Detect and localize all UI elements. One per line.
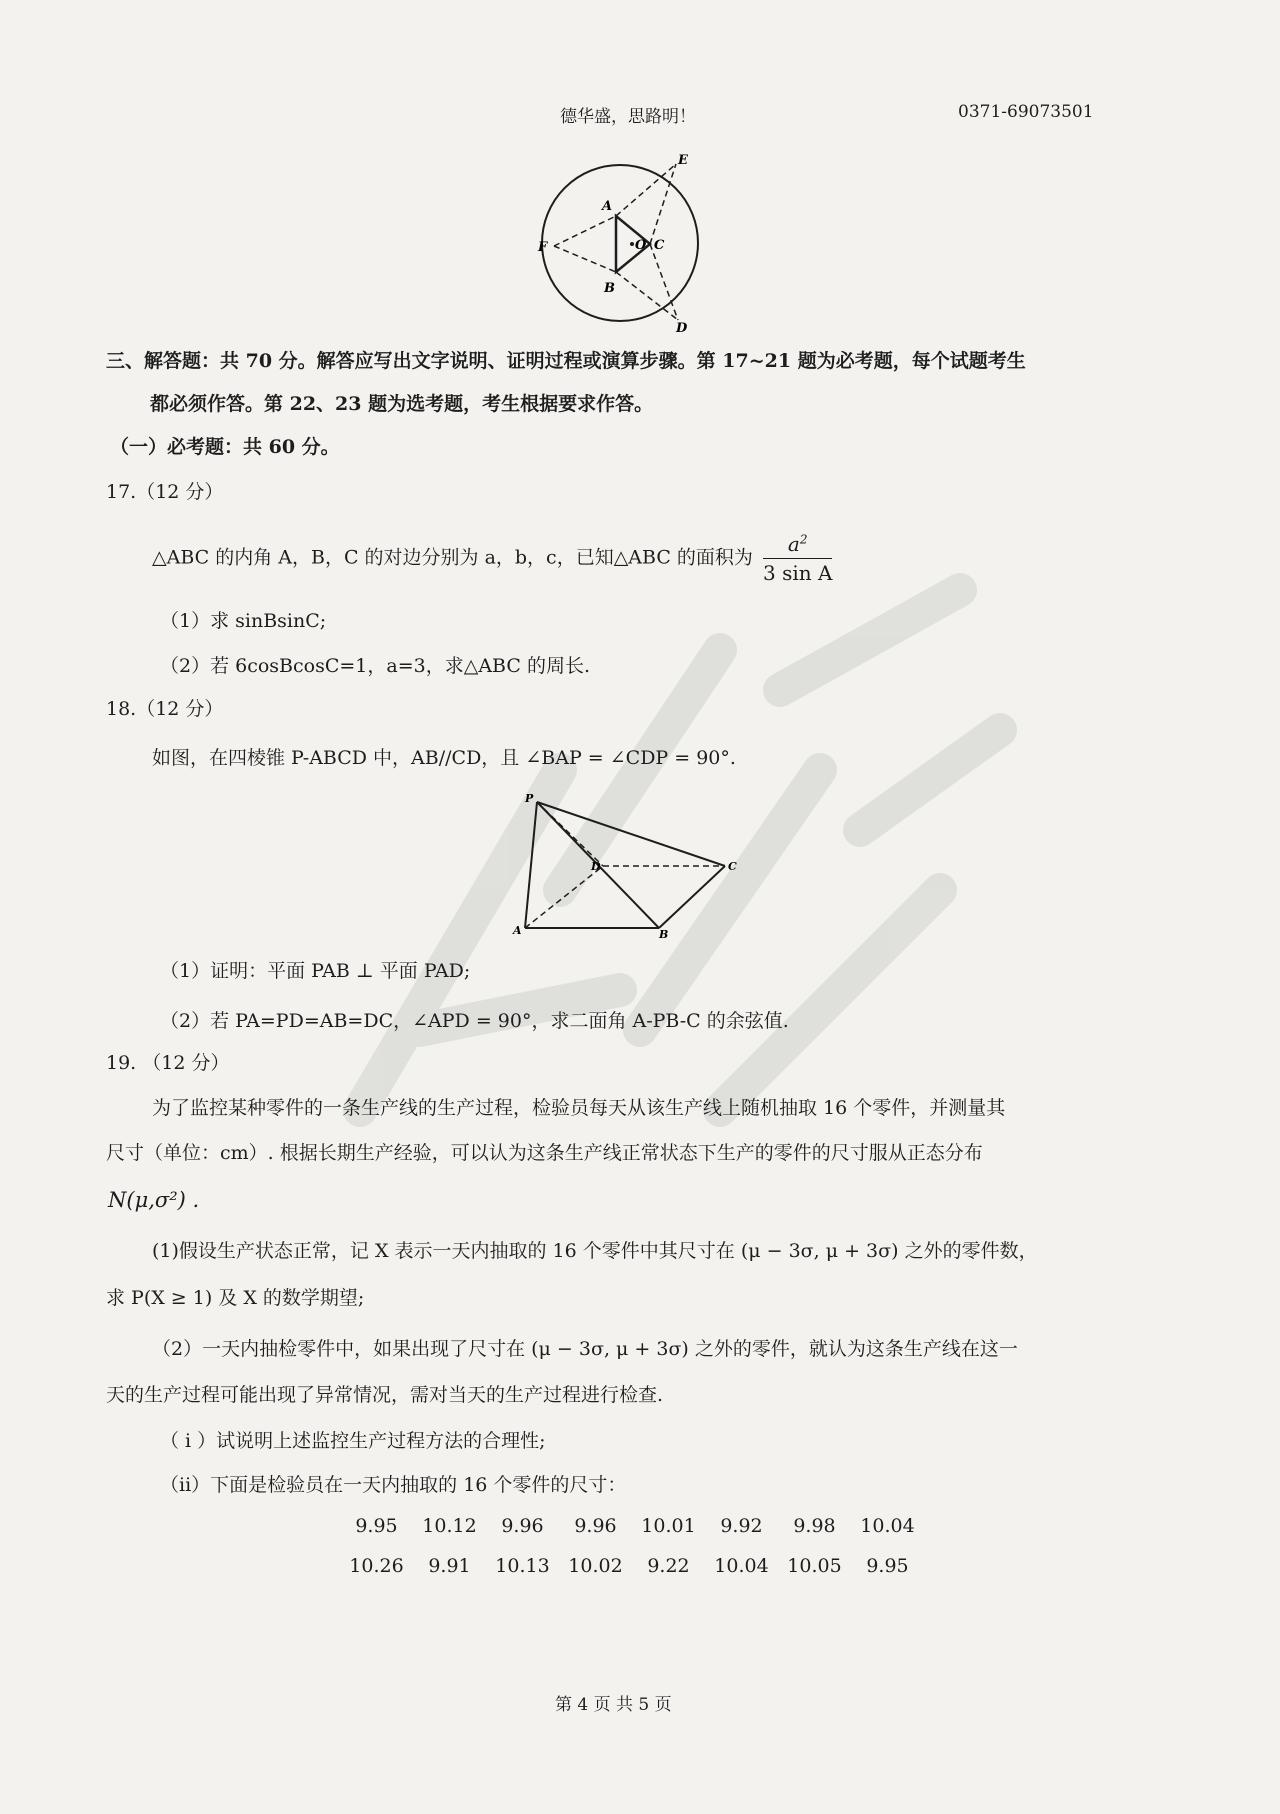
data-cell: 10.02	[568, 1555, 623, 1577]
data-cell: 9.98	[793, 1515, 836, 1537]
data-cell: 9.96	[501, 1515, 544, 1537]
circle-label-A: A	[602, 199, 613, 214]
q17-part1: （1）求 sinBsinC;	[160, 610, 327, 632]
circle-label-F: F	[538, 240, 548, 255]
q19-stem1: 为了监控某种零件的一条生产线的生产过程，检验员每天从该生产线上随机抽取 16 个零件，并测量其	[152, 1097, 1006, 1119]
circle-figure	[530, 150, 710, 335]
circle-label-C: C	[654, 238, 665, 253]
q18-head: 18.（12 分）	[106, 698, 224, 720]
q17-head: 17.（12 分）	[106, 481, 224, 503]
data-cell: 10.05	[787, 1555, 842, 1577]
pyr-label-P: P	[525, 792, 534, 805]
data-cell: 10.04	[714, 1555, 769, 1577]
data-cell: 9.96	[574, 1515, 617, 1537]
pyramid-figure	[505, 790, 745, 940]
q19-part2a: （2）一天内抽检零件中，如果出现了尺寸在 (μ − 3σ, μ + 3σ) 之外的零件，就认为这条生产线在这一	[152, 1338, 1018, 1360]
q17-fraction	[763, 532, 832, 585]
q17-stem: △ABC 的内角 A，B，C 的对边分别为 a，b，c，已知△ABC 的面积为	[152, 546, 753, 569]
q18-stem: 如图，在四棱锥 P-ABCD 中，AB//CD，且 ∠BAP = ∠CDP = 90°.	[152, 747, 736, 769]
q19-sub-i: （ i ）试说明上述监控生产过程方法的合理性;	[160, 1430, 546, 1452]
data-cell: 10.01	[641, 1515, 696, 1537]
q17-stem-block	[152, 532, 832, 585]
data-cell: 10.13	[495, 1555, 550, 1577]
data-cell: 10.12	[422, 1515, 477, 1537]
pyr-label-B: B	[659, 928, 669, 940]
data-cell: 9.91	[428, 1555, 471, 1577]
data-cell: 10.04	[860, 1515, 915, 1537]
q17-frac-num: a	[787, 532, 800, 556]
section3-line1: 三、解答题：共 70 分。解答应写出文字说明、证明过程或演算步骤。第 17~21 题为必考题，每个试题考生	[106, 350, 1026, 372]
q19-stem2: 尺寸（单位：cm）. 根据长期生产经验，可以认为这条生产线正常状态下生产的零件的尺寸服从正态分布	[106, 1142, 983, 1164]
q17-part2: （2）若 6cosBcosC=1，a=3，求△ABC 的周长.	[160, 655, 590, 677]
q19-stem3: N(μ,σ²) .	[108, 1188, 200, 1212]
pyr-label-D: D	[591, 860, 601, 873]
header-slogan: 德华盛，思路明！	[560, 107, 696, 127]
circle-label-B: B	[604, 281, 615, 296]
data-row-1	[340, 1515, 924, 1537]
data-row-2	[340, 1555, 924, 1577]
q19-part1b: 求 P(X ≥ 1) 及 X 的数学期望;	[106, 1287, 365, 1309]
data-cell: 9.92	[720, 1515, 763, 1537]
q18-part1: （1）证明：平面 PAB ⊥ 平面 PAD;	[160, 960, 471, 982]
header-phone: 0371-69073501	[958, 102, 1094, 122]
q17-frac-den: 3 sin A	[762, 561, 833, 585]
pyr-label-A: A	[513, 924, 522, 937]
data-cell: 10.26	[349, 1555, 404, 1577]
pyr-label-C: C	[728, 860, 737, 873]
required-heading: （一）必考题：共 60 分。	[110, 436, 340, 458]
circle-label-O: O	[635, 238, 647, 253]
section3-line2: 都必须作答。第 22、23 题为选考题，考生根据要求作答。	[150, 393, 654, 415]
q19-head: 19. （12 分）	[106, 1052, 230, 1074]
circle-label-D: D	[676, 321, 688, 335]
data-cell: 9.22	[647, 1555, 690, 1577]
q19-sub-ii: （ii）下面是检验员在一天内抽取的 16 个零件的尺寸：	[160, 1474, 627, 1496]
q19-part2b: 天的生产过程可能出现了异常情况，需对当天的生产过程进行检查.	[106, 1384, 664, 1406]
page-footer: 第 4 页 共 5 页	[555, 1695, 672, 1715]
q19-part1a: (1)假设生产状态正常，记 X 表示一天内抽取的 16 个零件中其尺寸在 (μ − 3σ, μ + 3σ) 之外的零件数，	[152, 1240, 1038, 1262]
q18-part2: （2）若 PA=PD=AB=DC，∠APD = 90°，求二面角 A-PB-C 的余弦值.	[160, 1010, 789, 1032]
data-cell: 9.95	[355, 1515, 398, 1537]
data-cell: 9.95	[866, 1555, 909, 1577]
circle-label-E: E	[678, 153, 688, 168]
q17-frac-exp: 2	[799, 532, 808, 547]
